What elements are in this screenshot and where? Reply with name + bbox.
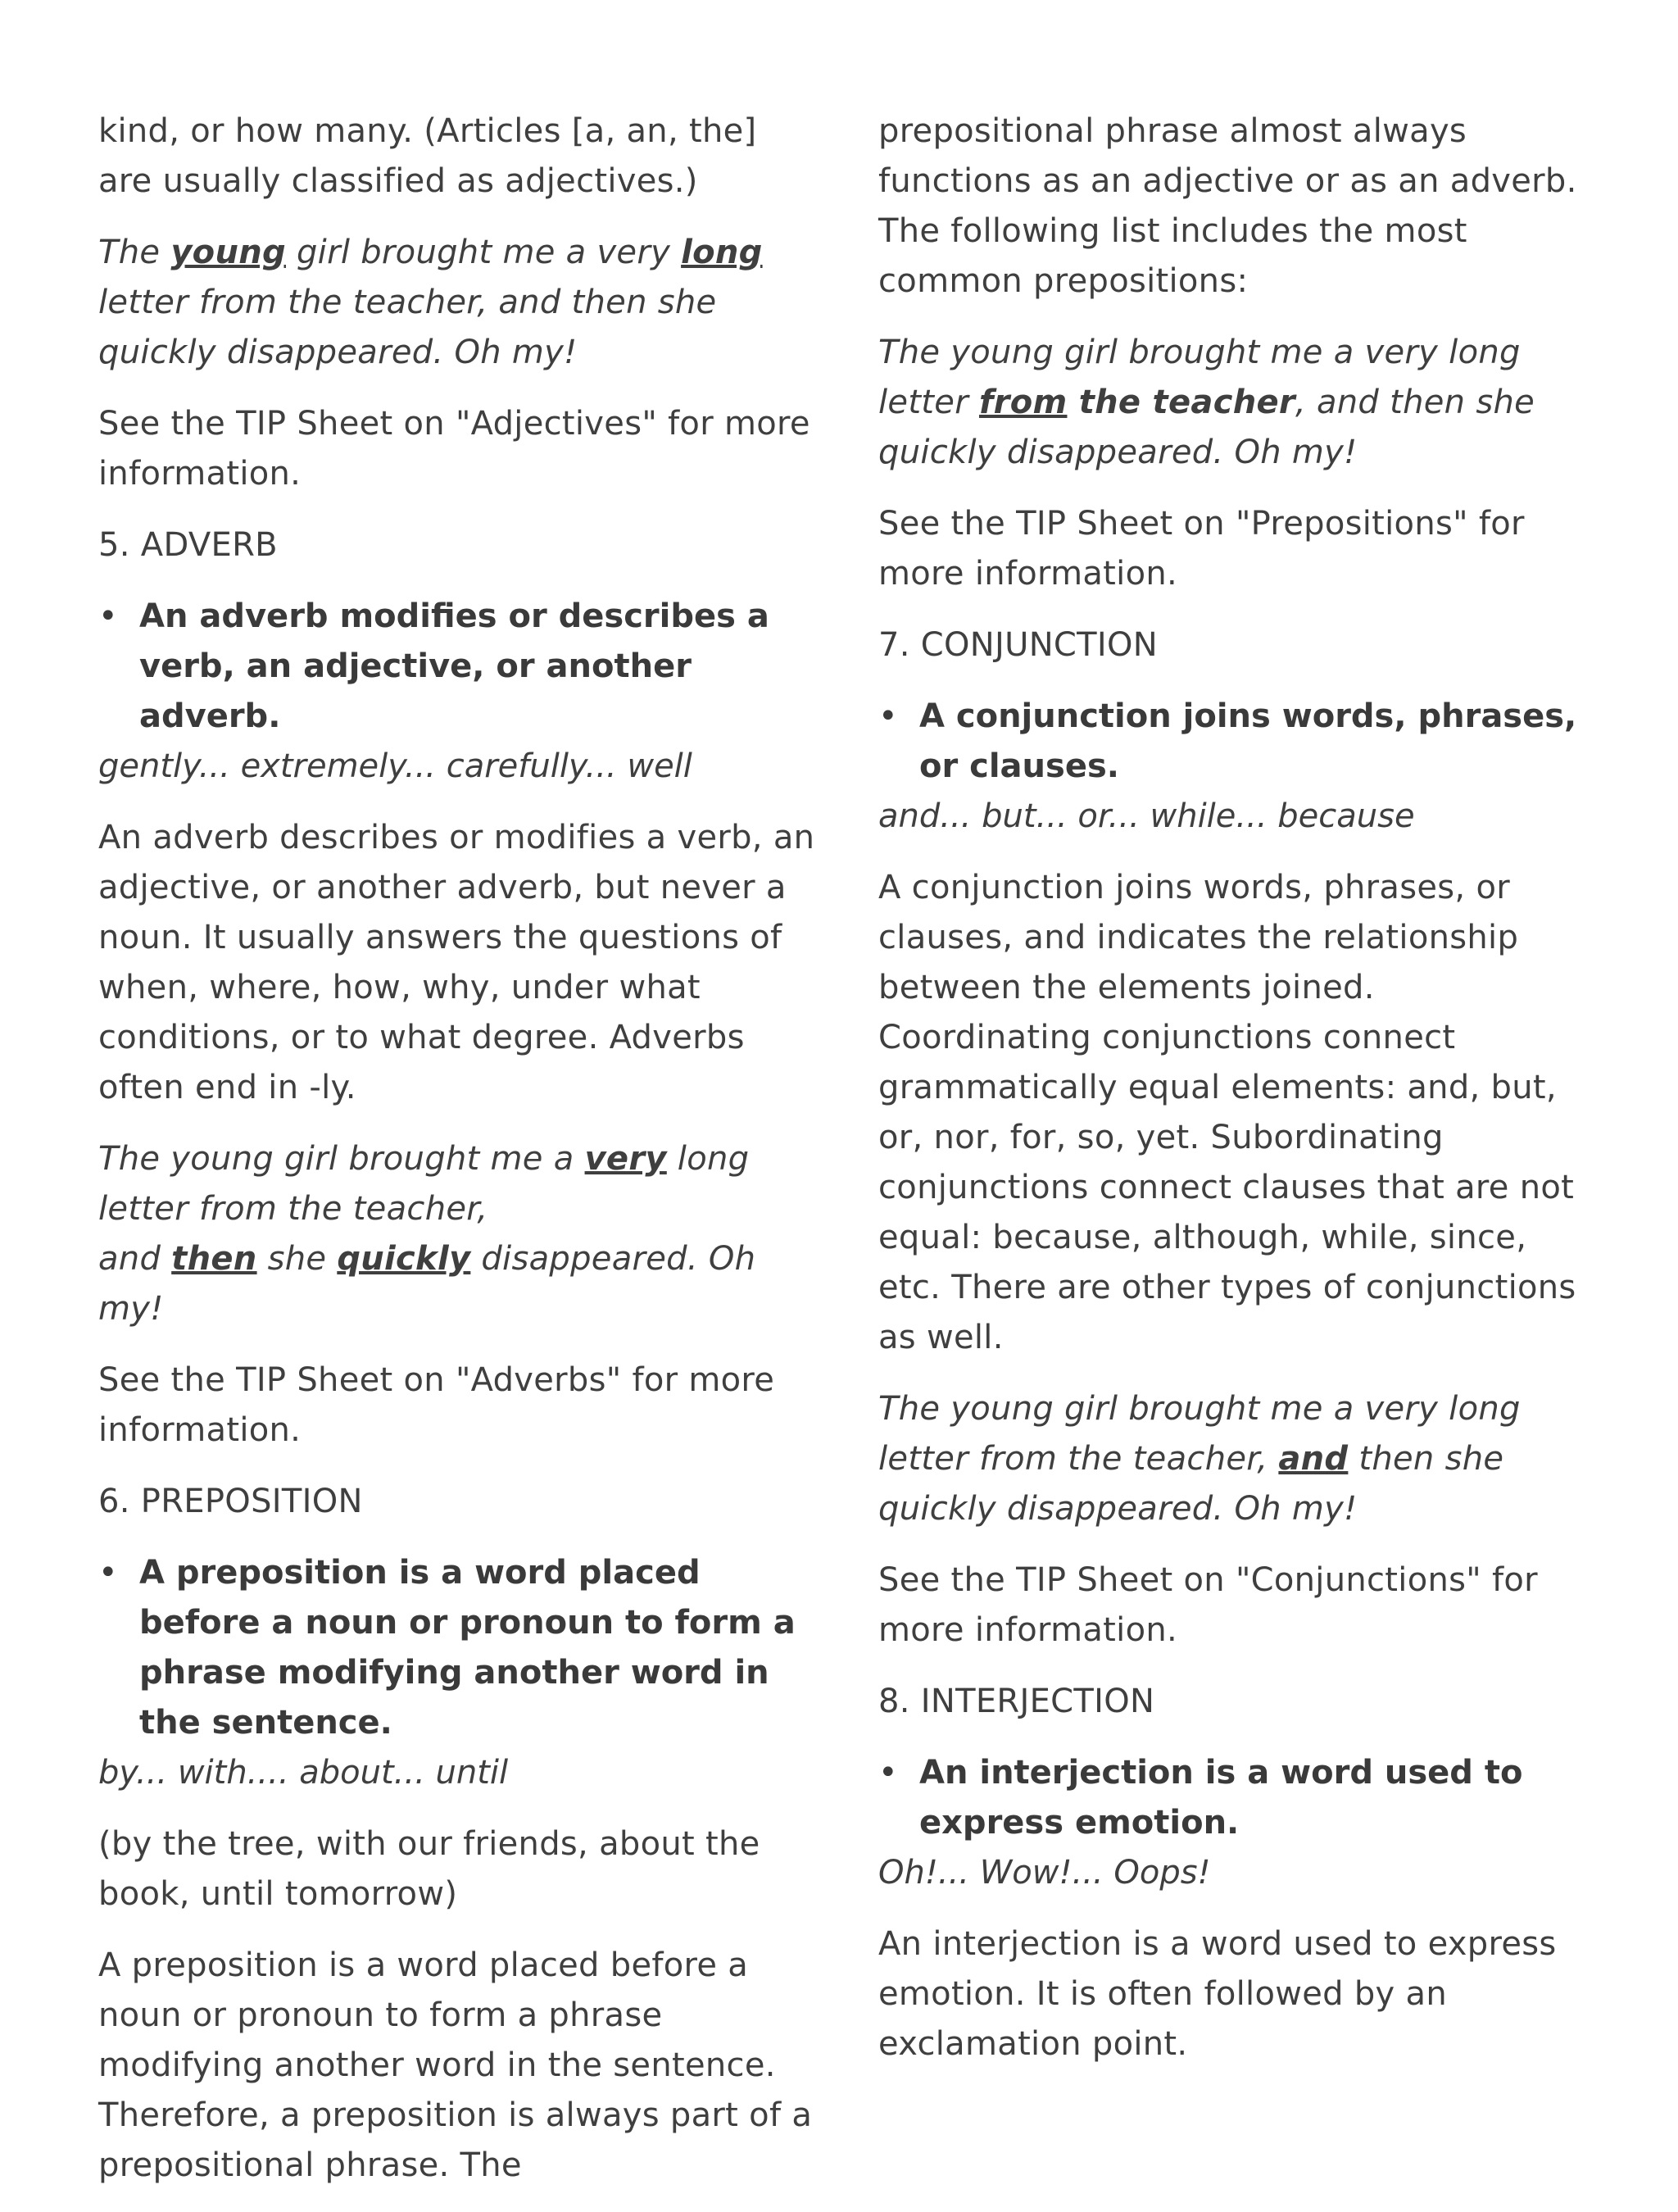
definition-list (98, 1548, 819, 1748)
paragraph-preposition-examples: (by the tree, with our friends, about the book, until tomorrow) (98, 1825, 760, 1913)
tip-link-adjectives: See the TIP Sheet on "Adjectives" for more information. (98, 405, 810, 493)
heading-preposition: 6. PREPOSITION (98, 1483, 363, 1520)
examples-conjunction: and... but... or... while... because (878, 797, 1415, 835)
examples-preposition: by... with.... about... until (98, 1754, 509, 1792)
heading-adverb: 5. ADVERB (98, 526, 278, 564)
heading-interjection: 8. INTERJECTION (878, 1683, 1155, 1720)
heading-conjunction: 7. CONJUNCTION (878, 626, 1158, 664)
highlight-from: from (978, 384, 1068, 421)
tip-link-adverbs: See the TIP Sheet on "Adverbs" for more information. (98, 1361, 775, 1449)
highlight-long: long (681, 234, 763, 271)
examples-interjection: Oh!... Wow!... Oops! (878, 1854, 1211, 1892)
example-conjunction: The young girl brought me a very long letter from the teacher, and then she quickly disappeared. Oh my! (878, 1390, 1521, 1528)
highlight-and: and (1278, 1440, 1349, 1478)
highlight-very: very (584, 1140, 667, 1178)
example-adverb: The young girl brought me a very long letter from the teacher, and then she quickly disappeared. Oh my! (98, 1140, 756, 1328)
example-preposition: The young girl brought me a very long letter from the teacher, and then she quickly disappeared. Oh my! (878, 334, 1535, 471)
definition-conjunction: • A conjunction joins words, phrases, or clauses. (919, 692, 1583, 792)
paragraph-adjective-end: kind, or how many. (Articles [a, an, the] are usually classified as adjectives.) (98, 112, 757, 200)
paragraph-conjunction: A conjunction joins words, phrases, or clauses, and indicates the relationship between the elements joined. Coordinating conjunctions connect grammatically equal elements: and, but, or, nor, for, so, yet. Subordinating conjunctions connect clauses that are not equal: because, although, while, since, etc. There are other types of conjunctions as well. (878, 869, 1576, 1356)
definition-list (878, 692, 1583, 792)
right-column (878, 107, 1583, 2091)
highlight-quickly: quickly (337, 1240, 471, 1278)
paragraph-interjection: An interjection is a word used to express emotion. It is often followed by an exclamation point. (878, 1925, 1557, 2063)
tip-link-prepositions: See the TIP Sheet on "Prepositions" for more information. (878, 505, 1525, 593)
highlight-then: then (171, 1240, 257, 1278)
example-adjective: The young girl brought me a very long letter from the teacher, and then she quickly disappeared. Oh my! (98, 234, 763, 371)
left-column (98, 107, 819, 2212)
paragraph-adverb: An adverb describes or modifies a verb, an adjective, or another adverb, but never a noun. It usually answers the questions of when, where, how, why, under what conditions, or to what degree. Adverbs often end in -ly. (98, 819, 815, 1106)
examples-adverb: gently... extremely... carefully... well (98, 747, 692, 785)
highlight-young: young (170, 234, 286, 271)
definition-interjection: • An interjection is a word used to express emotion. (919, 1748, 1583, 1848)
definition-list (878, 1748, 1583, 1848)
definition-list (98, 592, 819, 742)
paragraph-preposition-cont: prepositional phrase almost always functions as an adjective or as an adverb. The following list includes the most common prepositions: (878, 112, 1577, 300)
definition-preposition: • A preposition is a word placed before a noun or pronoun to form a phrase modifying another word in the sentence. (139, 1548, 819, 1748)
tip-link-conjunctions: See the TIP Sheet on "Conjunctions" for more information. (878, 1561, 1538, 1649)
highlight-the-teacher: the teacher (1067, 384, 1295, 421)
paragraph-preposition: A preposition is a word placed before a noun or pronoun to form a phrase modifying another word in the sentence. Therefore, a preposition is always part of a prepositional phrase. The (98, 1946, 813, 2184)
definition-adverb: • An adverb modifies or describes a verb, an adjective, or another adverb. (139, 592, 819, 742)
